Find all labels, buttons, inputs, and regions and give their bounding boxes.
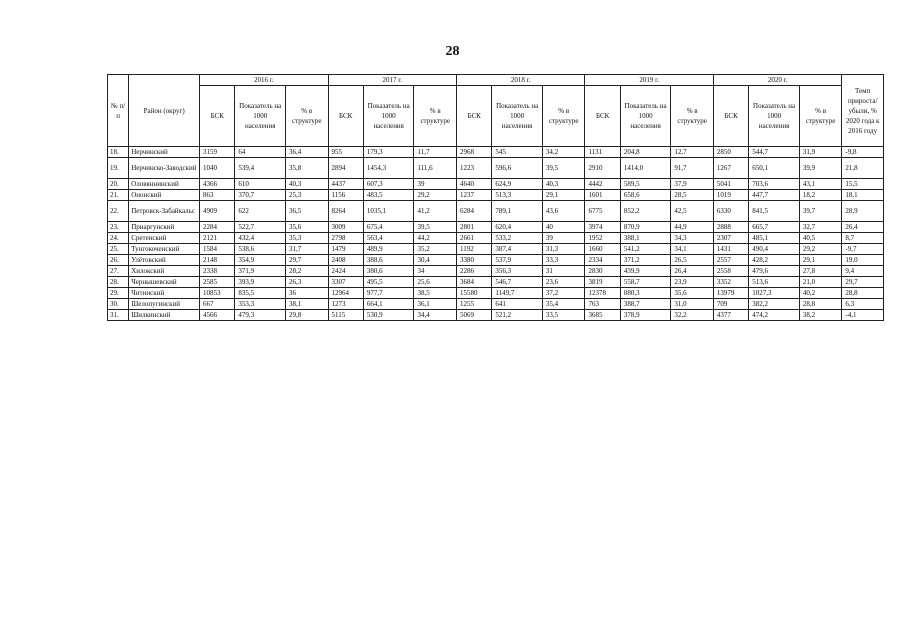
value-cell: 26,4 xyxy=(671,266,714,277)
growth-cell: 28,9 xyxy=(842,201,884,222)
value-cell: 428,2 xyxy=(749,255,800,266)
value-cell: 32,7 xyxy=(799,222,842,233)
growth-cell: 21,8 xyxy=(842,158,884,179)
table-row xyxy=(108,244,884,255)
district-name: Хилокский xyxy=(129,266,200,277)
value-cell: 533,2 xyxy=(492,233,543,244)
value-cell: 1035,1 xyxy=(363,201,414,222)
value-cell: 2334 xyxy=(585,255,620,266)
header-per-1000: Показатель на 1000 населения xyxy=(749,86,800,147)
value-cell: 1267 xyxy=(713,158,748,179)
value-cell: 31,9 xyxy=(799,147,842,158)
value-cell: 447,7 xyxy=(749,190,800,201)
value-cell: 2148 xyxy=(200,255,235,266)
value-cell: 2284 xyxy=(200,222,235,233)
value-cell: 1027,3 xyxy=(749,288,800,299)
value-cell: 1040 xyxy=(200,158,235,179)
value-cell: 675,4 xyxy=(363,222,414,233)
value-cell: 18,2 xyxy=(799,190,842,201)
value-cell: 40 xyxy=(542,222,585,233)
value-cell: 1255 xyxy=(456,299,491,310)
value-cell: 665,7 xyxy=(749,222,800,233)
value-cell: 2830 xyxy=(585,266,620,277)
value-cell: 1149,7 xyxy=(492,288,543,299)
value-cell: 537,9 xyxy=(492,255,543,266)
value-cell: 1273 xyxy=(328,299,363,310)
value-cell: 10853 xyxy=(200,288,235,299)
value-cell: 29,8 xyxy=(285,310,328,321)
value-cell: 2801 xyxy=(456,222,491,233)
value-cell: 620,4 xyxy=(492,222,543,233)
value-cell: 607,3 xyxy=(363,179,414,190)
value-cell: 667 xyxy=(200,299,235,310)
table-row xyxy=(108,233,884,244)
value-cell: 39,9 xyxy=(799,158,842,179)
value-cell: 5041 xyxy=(713,179,748,190)
value-cell: 38,5 xyxy=(414,288,457,299)
header-bsk: БСК xyxy=(328,86,363,147)
header-percent-structure: % в структуре xyxy=(414,86,457,147)
value-cell: 650,1 xyxy=(749,158,800,179)
value-cell: 538,6 xyxy=(235,244,286,255)
value-cell: 489,9 xyxy=(363,244,414,255)
growth-cell: 19,0 xyxy=(842,255,884,266)
value-cell: 432,4 xyxy=(235,233,286,244)
value-cell: 31,3 xyxy=(542,244,585,255)
growth-cell: 6,3 xyxy=(842,299,884,310)
growth-cell: -4,1 xyxy=(842,310,884,321)
value-cell: 835,5 xyxy=(235,288,286,299)
value-cell: 4366 xyxy=(200,179,235,190)
value-cell: 26,5 xyxy=(671,255,714,266)
header-percent-structure: % в структуре xyxy=(671,86,714,147)
row-number: 20. xyxy=(108,179,129,190)
value-cell: 40,5 xyxy=(799,233,842,244)
row-number: 21. xyxy=(108,190,129,201)
value-cell: 29,7 xyxy=(285,255,328,266)
value-cell: 356,3 xyxy=(492,266,543,277)
value-cell: 6284 xyxy=(456,201,491,222)
value-cell: 1156 xyxy=(328,190,363,201)
value-cell: 371,2 xyxy=(620,255,671,266)
value-cell: 545 xyxy=(492,147,543,158)
table-row xyxy=(108,201,884,222)
row-number: 26. xyxy=(108,255,129,266)
value-cell: 763 xyxy=(585,299,620,310)
value-cell: 2798 xyxy=(328,233,363,244)
value-cell: 43,6 xyxy=(542,201,585,222)
district-name: Оловяннинский xyxy=(129,179,200,190)
row-number: 25. xyxy=(108,244,129,255)
value-cell: 30,4 xyxy=(414,255,457,266)
value-cell: 1660 xyxy=(585,244,620,255)
value-cell: 43,1 xyxy=(799,179,842,190)
value-cell: 370,7 xyxy=(235,190,286,201)
value-cell: 36,5 xyxy=(285,201,328,222)
value-cell: 1131 xyxy=(585,147,620,158)
value-cell: 3009 xyxy=(328,222,363,233)
table-row xyxy=(108,310,884,321)
district-name: Нерчинско-Заводский xyxy=(129,158,200,179)
value-cell: 870,9 xyxy=(620,222,671,233)
value-cell: 38,1 xyxy=(285,299,328,310)
value-cell: 610 xyxy=(235,179,286,190)
value-cell: 1223 xyxy=(456,158,491,179)
district-name: Шилкинский xyxy=(129,310,200,321)
value-cell: 204,8 xyxy=(620,147,671,158)
district-name: Сретенский xyxy=(129,233,200,244)
district-name: Улётовский xyxy=(129,255,200,266)
header-year: 2017 г. xyxy=(328,75,456,86)
value-cell: 2408 xyxy=(328,255,363,266)
value-cell: 29,2 xyxy=(799,244,842,255)
value-cell: 393,9 xyxy=(235,277,286,288)
value-cell: 382,2 xyxy=(749,299,800,310)
header-year: 2018 г. xyxy=(456,75,584,86)
header-year: 2020 г. xyxy=(713,75,841,86)
value-cell: 35,2 xyxy=(414,244,457,255)
value-cell: 530,9 xyxy=(363,310,414,321)
value-cell: 3307 xyxy=(328,277,363,288)
district-name: Шелопугинский xyxy=(129,299,200,310)
value-cell: 1237 xyxy=(456,190,491,201)
value-cell: 2888 xyxy=(713,222,748,233)
value-cell: 36,1 xyxy=(414,299,457,310)
value-cell: 29,1 xyxy=(542,190,585,201)
value-cell: 1601 xyxy=(585,190,620,201)
value-cell: 34,1 xyxy=(671,244,714,255)
value-cell: 380,6 xyxy=(363,266,414,277)
header-per-1000: Показатель на 1000 населения xyxy=(620,86,671,147)
value-cell: 513,3 xyxy=(492,190,543,201)
value-cell: 2894 xyxy=(328,158,363,179)
value-cell: 35,3 xyxy=(285,233,328,244)
value-cell: 863 xyxy=(200,190,235,201)
value-cell: 388,6 xyxy=(363,255,414,266)
value-cell: 28,2 xyxy=(285,266,328,277)
value-cell: 21,0 xyxy=(799,277,842,288)
value-cell: 34 xyxy=(414,266,457,277)
value-cell: 641 xyxy=(492,299,543,310)
value-cell: 2850 xyxy=(713,147,748,158)
value-cell: 44,2 xyxy=(414,233,457,244)
value-cell: 353,3 xyxy=(235,299,286,310)
value-cell: 622 xyxy=(235,201,286,222)
value-cell: 40,2 xyxy=(799,288,842,299)
value-cell: 2558 xyxy=(713,266,748,277)
header-bsk: БСК xyxy=(456,86,491,147)
value-cell: 841,5 xyxy=(749,201,800,222)
value-cell: 483,5 xyxy=(363,190,414,201)
value-cell: 35,6 xyxy=(285,222,328,233)
value-cell: 1414,0 xyxy=(620,158,671,179)
value-cell: 1192 xyxy=(456,244,491,255)
value-cell: 111,6 xyxy=(414,158,457,179)
value-cell: 42,5 xyxy=(671,201,714,222)
header-bsk: БСК xyxy=(713,86,748,147)
value-cell: 521,2 xyxy=(492,310,543,321)
value-cell: 31,0 xyxy=(671,299,714,310)
value-cell: 37,9 xyxy=(671,179,714,190)
header-bsk: БСК xyxy=(200,86,235,147)
value-cell: 8264 xyxy=(328,201,363,222)
header-year: 2016 г. xyxy=(200,75,328,86)
value-cell: 596,6 xyxy=(492,158,543,179)
value-cell: 3352 xyxy=(713,277,748,288)
value-cell: 28,8 xyxy=(799,299,842,310)
header-district: Район (округ) xyxy=(129,75,200,147)
district-name: Приаргунский xyxy=(129,222,200,233)
value-cell: 23,6 xyxy=(542,277,585,288)
value-cell: 31 xyxy=(542,266,585,277)
header-growth: Темп прироста/ убыли, % 2020 года к 2016 году xyxy=(842,75,884,147)
value-cell: 35,4 xyxy=(542,299,585,310)
growth-cell: 8,7 xyxy=(842,233,884,244)
value-cell: 3159 xyxy=(200,147,235,158)
value-cell: 11,7 xyxy=(414,147,457,158)
value-cell: 2910 xyxy=(585,158,620,179)
value-cell: 539,4 xyxy=(235,158,286,179)
value-cell: 2968 xyxy=(456,147,491,158)
value-cell: 25,3 xyxy=(285,190,328,201)
header-bsk: БСК xyxy=(585,86,620,147)
value-cell: 5115 xyxy=(328,310,363,321)
district-name: Нерчинский xyxy=(129,147,200,158)
row-number: 29. xyxy=(108,288,129,299)
growth-cell: -9,8 xyxy=(842,147,884,158)
value-cell: 513,6 xyxy=(749,277,800,288)
value-cell: 40,3 xyxy=(285,179,328,190)
value-cell: 624,9 xyxy=(492,179,543,190)
row-number: 19. xyxy=(108,158,129,179)
value-cell: 5069 xyxy=(456,310,491,321)
value-cell: 378,9 xyxy=(620,310,671,321)
value-cell: 39,7 xyxy=(799,201,842,222)
value-cell: 34,4 xyxy=(414,310,457,321)
value-cell: 23,9 xyxy=(671,277,714,288)
value-cell: 33,3 xyxy=(542,255,585,266)
value-cell: 4909 xyxy=(200,201,235,222)
value-cell: 13979 xyxy=(713,288,748,299)
header-percent-structure: % в структуре xyxy=(799,86,842,147)
value-cell: 4377 xyxy=(713,310,748,321)
value-cell: 37,2 xyxy=(542,288,585,299)
table-row xyxy=(108,255,884,266)
value-cell: 6330 xyxy=(713,201,748,222)
value-cell: 1584 xyxy=(200,244,235,255)
table-row xyxy=(108,190,884,201)
growth-cell: 15,5 xyxy=(842,179,884,190)
value-cell: 3684 xyxy=(456,277,491,288)
row-number: 28. xyxy=(108,277,129,288)
district-name: Тунгокоченский xyxy=(129,244,200,255)
value-cell: 388,1 xyxy=(620,233,671,244)
value-cell: 522,7 xyxy=(235,222,286,233)
value-cell: 955 xyxy=(328,147,363,158)
value-cell: 4442 xyxy=(585,179,620,190)
growth-cell: 9,4 xyxy=(842,266,884,277)
value-cell: 39 xyxy=(542,233,585,244)
header-per-1000: Показатель на 1000 населения xyxy=(492,86,543,147)
value-cell: 28,5 xyxy=(671,190,714,201)
value-cell: 2661 xyxy=(456,233,491,244)
value-cell: 852,2 xyxy=(620,201,671,222)
table-row xyxy=(108,277,884,288)
value-cell: 479,3 xyxy=(235,310,286,321)
value-cell: 41,2 xyxy=(414,201,457,222)
value-cell: 2557 xyxy=(713,255,748,266)
value-cell: 91,7 xyxy=(671,158,714,179)
value-cell: 789,1 xyxy=(492,201,543,222)
page-number: 28 xyxy=(445,44,460,59)
value-cell: 388,7 xyxy=(620,299,671,310)
growth-cell: 29,7 xyxy=(842,277,884,288)
header-year: 2019 г. xyxy=(585,75,713,86)
table-row xyxy=(108,147,884,158)
value-cell: 1479 xyxy=(328,244,363,255)
value-cell: 15580 xyxy=(456,288,491,299)
value-cell: 479,6 xyxy=(749,266,800,277)
district-name: Читинский xyxy=(129,288,200,299)
row-number: 23. xyxy=(108,222,129,233)
value-cell: 1019 xyxy=(713,190,748,201)
header-per-1000: Показатель на 1000 населения xyxy=(235,86,286,147)
value-cell: 589,5 xyxy=(620,179,671,190)
value-cell: 563,4 xyxy=(363,233,414,244)
value-cell: 3819 xyxy=(585,277,620,288)
value-cell: 39 xyxy=(414,179,457,190)
header-number: № п/п xyxy=(108,75,129,147)
value-cell: 439,9 xyxy=(620,266,671,277)
value-cell: 38,2 xyxy=(799,310,842,321)
row-number: 24. xyxy=(108,233,129,244)
value-cell: 26,3 xyxy=(285,277,328,288)
header-percent-structure: % в структуре xyxy=(542,86,585,147)
value-cell: 36 xyxy=(285,288,328,299)
table-header xyxy=(108,75,884,147)
district-name: Петровск-Забайкальс xyxy=(129,201,200,222)
table-body xyxy=(108,147,884,321)
value-cell: 29,2 xyxy=(414,190,457,201)
value-cell: 12964 xyxy=(328,288,363,299)
value-cell: 29,1 xyxy=(799,255,842,266)
row-number: 27. xyxy=(108,266,129,277)
value-cell: 1952 xyxy=(585,233,620,244)
value-cell: 709 xyxy=(713,299,748,310)
value-cell: 977,7 xyxy=(363,288,414,299)
district-name: Чернышевский xyxy=(129,277,200,288)
value-cell: 44,9 xyxy=(671,222,714,233)
value-cell: 31,7 xyxy=(285,244,328,255)
value-cell: 2585 xyxy=(200,277,235,288)
statistics-table xyxy=(107,74,884,321)
value-cell: 39,5 xyxy=(414,222,457,233)
header-per-1000: Показатель на 1000 населения xyxy=(363,86,414,147)
value-cell: 880,3 xyxy=(620,288,671,299)
value-cell: 3380 xyxy=(456,255,491,266)
table-row xyxy=(108,179,884,190)
value-cell: 474,2 xyxy=(749,310,800,321)
value-cell: 544,7 xyxy=(749,147,800,158)
value-cell: 1431 xyxy=(713,244,748,255)
row-number: 30. xyxy=(108,299,129,310)
value-cell: 485,1 xyxy=(749,233,800,244)
value-cell: 2286 xyxy=(456,266,491,277)
value-cell: 64 xyxy=(235,147,286,158)
value-cell: 25,6 xyxy=(414,277,457,288)
value-cell: 546,7 xyxy=(492,277,543,288)
growth-cell: 28,8 xyxy=(842,288,884,299)
value-cell: 39,5 xyxy=(542,158,585,179)
growth-cell: 18,1 xyxy=(842,190,884,201)
value-cell: 703,6 xyxy=(749,179,800,190)
value-cell: 4566 xyxy=(200,310,235,321)
value-cell: 34,3 xyxy=(671,233,714,244)
value-cell: 4640 xyxy=(456,179,491,190)
value-cell: 40,3 xyxy=(542,179,585,190)
growth-cell: 26,4 xyxy=(842,222,884,233)
value-cell: 35,6 xyxy=(671,288,714,299)
table-row xyxy=(108,299,884,310)
value-cell: 2338 xyxy=(200,266,235,277)
value-cell: 34,2 xyxy=(542,147,585,158)
value-cell: 27,8 xyxy=(799,266,842,277)
value-cell: 12378 xyxy=(585,288,620,299)
value-cell: 354,9 xyxy=(235,255,286,266)
value-cell: 36,4 xyxy=(285,147,328,158)
row-number: 22. xyxy=(108,201,129,222)
value-cell: 664,1 xyxy=(363,299,414,310)
value-cell: 1454,3 xyxy=(363,158,414,179)
value-cell: 12,7 xyxy=(671,147,714,158)
table-row xyxy=(108,158,884,179)
row-number: 31. xyxy=(108,310,129,321)
value-cell: 490,4 xyxy=(749,244,800,255)
value-cell: 35,8 xyxy=(285,158,328,179)
table-row xyxy=(108,266,884,277)
value-cell: 3685 xyxy=(585,310,620,321)
value-cell: 6775 xyxy=(585,201,620,222)
value-cell: 495,5 xyxy=(363,277,414,288)
value-cell: 2121 xyxy=(200,233,235,244)
district-name: Ононский xyxy=(129,190,200,201)
table-row xyxy=(108,222,884,233)
value-cell: 371,9 xyxy=(235,266,286,277)
value-cell: 2307 xyxy=(713,233,748,244)
value-cell: 387,4 xyxy=(492,244,543,255)
row-number: 18. xyxy=(108,147,129,158)
table-row xyxy=(108,288,884,299)
value-cell: 2424 xyxy=(328,266,363,277)
value-cell: 32,2 xyxy=(671,310,714,321)
value-cell: 541,2 xyxy=(620,244,671,255)
growth-cell: -9,7 xyxy=(842,244,884,255)
value-cell: 179,3 xyxy=(363,147,414,158)
value-cell: 33,5 xyxy=(542,310,585,321)
value-cell: 3974 xyxy=(585,222,620,233)
header-percent-structure: % в структуре xyxy=(285,86,328,147)
value-cell: 658,6 xyxy=(620,190,671,201)
value-cell: 4437 xyxy=(328,179,363,190)
value-cell: 558,7 xyxy=(620,277,671,288)
